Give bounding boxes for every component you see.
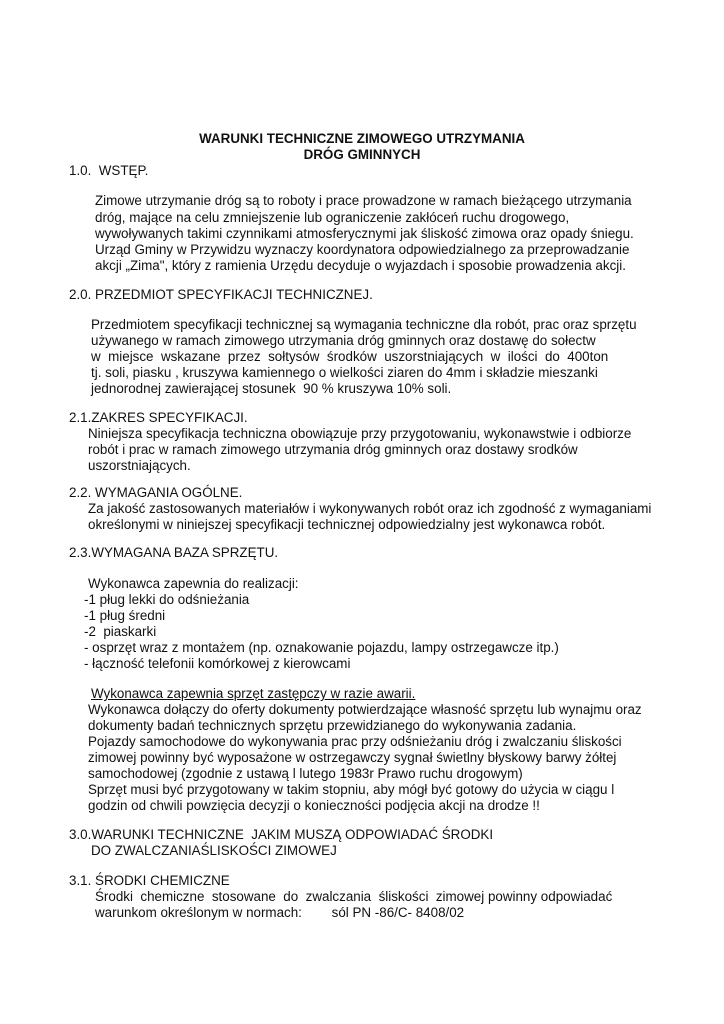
paragraph-line: Środki chemiczne stosowane do zwalczania śliskości zimowej powinny odpowiadać bbox=[95, 889, 613, 904]
paragraph-line: zimowej powinny być wyposażone w ostrzegawczy sygnał świetlny błyskowy barwy żółtej bbox=[88, 750, 617, 765]
paragraph-line: Przedmiotem specyfikacji technicznej są wymagania techniczne dla robót, prac oraz sprzętu bbox=[91, 317, 637, 332]
paragraph-line: Za jakość zastosowanych materiałów i wykonywanych robót oraz ich zgodność z wymaganiami bbox=[88, 501, 652, 516]
section-heading-2-3: 2.3.WYMAGANA BAZA SPRZĘTU. bbox=[69, 545, 279, 560]
equipment-list-item: -1 pług lekki do odśnieżania bbox=[84, 592, 250, 607]
paragraph-line: Urząd Gminy w Przywidzu wyznaczy koordynatora odpowiedzialnego za przeprowadzanie bbox=[95, 242, 630, 257]
paragraph-line: określonymi w niniejszej specyfikacji technicznej odpowiedzialny jest wykonawca robót. bbox=[88, 517, 606, 532]
section-heading-2-0: 2.0. PRZEDMIOT SPECYFIKACJI TECHNICZNEJ. bbox=[69, 287, 373, 302]
equipment-list-item: -2 piaskarki bbox=[84, 624, 157, 639]
paragraph-line: godzin od chwili powzięcia decyzji o konieczności podjęcia akcji na drodze !! bbox=[88, 798, 540, 813]
paragraph-line: akcji „Zima", który z ramienia Urzędu decyduje o wyjazdach i sposobie prowadzenia akcji. bbox=[95, 258, 626, 273]
paragraph-line: dróg, mające na celu zmniejszenie lub ograniczenie zakłóceń ruchu drogowego, bbox=[95, 210, 570, 225]
document-title-line-1: WARUNKI TECHNICZNE ZIMOWEGO UTRZYMANIA bbox=[199, 131, 525, 146]
document-title-line-2: DRÓG GMINNYCH bbox=[303, 147, 421, 162]
equipment-intro: Wykonawca zapewnia do realizacji: bbox=[88, 576, 299, 591]
equipment-list-item: - osprzęt wraz z montażem (np. oznakowanie pojazdu, lampy ostrzegawcze itp.) bbox=[84, 640, 559, 655]
paragraph-line: dokumenty badań technicznych sprzętu przewidzianego do wykonywania zadania. bbox=[88, 718, 577, 733]
paragraph-line: Niniejsza specyfikacja techniczna obowiązuje przy przygotowaniu, wykonawstwie i odbiorze bbox=[88, 426, 632, 441]
paragraph-line: warunkom określonym w normach: sól PN -86/C- 8408/02 bbox=[95, 905, 465, 920]
paragraph-line: Zimowe utrzymanie dróg są to roboty i prace prowadzone w ramach bieżącego utrzymania bbox=[95, 193, 632, 208]
paragraph-line: Pojazdy samochodowe do wykonywania prac przy odśnieżaniu dróg i zwalczaniu śliskości bbox=[88, 734, 622, 749]
paragraph-line: wywoływanych takimi czynnikami atmosferycznymi jak śliskość zimowa oraz opady śniegu. bbox=[95, 226, 634, 241]
section-heading-3-1: 3.1. ŚRODKI CHEMICZNE bbox=[69, 873, 230, 888]
paragraph-line: Sprzęt musi być przygotowany w takim stopniu, aby mógł być gotowy do użycia w ciągu l bbox=[88, 782, 615, 797]
paragraph-line: Wykonawca dołączy do oferty dokumenty potwierdzające własność sprzętu lub wynajmu oraz bbox=[88, 702, 642, 717]
underlined-note: Wykonawca zapewnia sprzęt zastępczy w razie awarii. bbox=[91, 686, 416, 701]
section-heading-3-0: 3.0.WARUNKI TECHNICZNE JAKIM MUSZĄ ODPOWIADAĆ ŚRODKI bbox=[69, 827, 494, 842]
section-heading-2-2: 2.2. WYMAGANIA OGÓLNE. bbox=[69, 485, 243, 500]
paragraph-line: robót i prac w ramach zimowego utrzymania dróg gminnych oraz dostawy srodków bbox=[88, 442, 578, 457]
paragraph-line: tj. soli, piasku , kruszywa kamiennego o wielkości ziaren do 4mm i składzie mieszanki bbox=[91, 365, 598, 380]
section-heading-3-0-cont: DO ZWALCZANIAŚLISKOŚCI ZIMOWEJ bbox=[91, 843, 337, 858]
paragraph-line: uszorstniających. bbox=[88, 458, 191, 473]
paragraph-line: w miejsce wskazane przez sołtysów środków uszorstniających w ilości do 400ton bbox=[91, 349, 609, 364]
equipment-list-item: - łączność telefonii komórkowej z kierowcami bbox=[84, 656, 351, 671]
paragraph-line: jednorodnej zawierającej stosunek 90 % kruszywa 10% soli. bbox=[91, 381, 452, 396]
paragraph-line: używanego w ramach zimowego utrzymania dróg gminnych oraz dostawę do sołectw bbox=[91, 333, 596, 348]
paragraph-line: samochodowej (zgodnie z ustawą l lutego 1983r Prawo ruchu drogowym) bbox=[88, 766, 523, 781]
section-heading-2-1: 2.1.ZAKRES SPECYFIKACJI. bbox=[69, 410, 248, 425]
section-heading-1-0: 1.0. WSTĘP. bbox=[69, 163, 149, 178]
equipment-list-item: -1 pług średni bbox=[84, 608, 166, 623]
